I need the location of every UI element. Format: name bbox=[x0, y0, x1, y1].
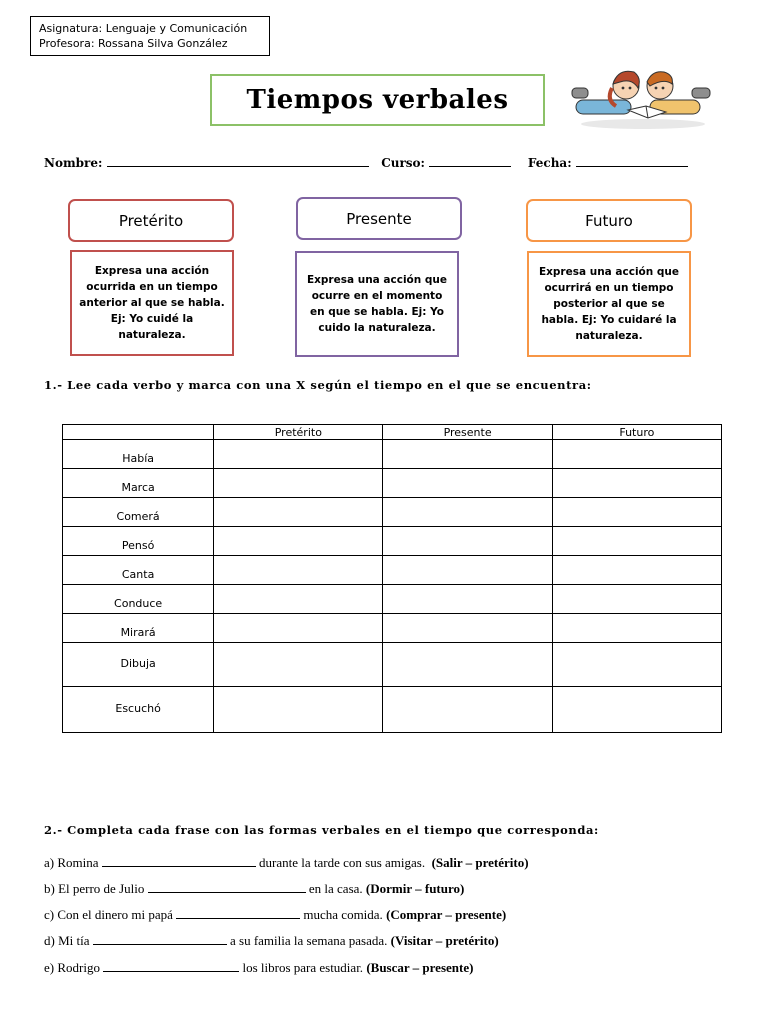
futuro-heading bbox=[526, 199, 692, 242]
mark-cell-preterito[interactable] bbox=[214, 614, 383, 643]
column-header-preterito: Pretérito bbox=[214, 425, 383, 440]
table-row bbox=[63, 469, 722, 498]
subject-info-box bbox=[30, 16, 270, 56]
sentence-text: e) Rodrigo bbox=[44, 960, 100, 975]
sentence-text: b) El perro de Julio bbox=[44, 881, 145, 896]
presente-definition-box bbox=[295, 251, 459, 357]
table-row bbox=[63, 585, 722, 614]
sentence-text: durante la tarde con sus amigas. bbox=[259, 855, 426, 870]
page-title: Tiempos verbales bbox=[246, 85, 509, 115]
teacher-label: Profesora: Rossana Silva González bbox=[39, 37, 228, 50]
presente-label: Presente bbox=[346, 209, 412, 228]
mark-cell-preterito[interactable] bbox=[214, 643, 383, 687]
course-label: Curso: bbox=[381, 156, 425, 170]
mark-cell-futuro[interactable] bbox=[552, 643, 721, 687]
verb-tense-table bbox=[62, 424, 722, 733]
mark-cell-futuro[interactable] bbox=[552, 498, 721, 527]
presente-definition: Expresa una acción que ocurre en el momento en que se habla. Ej: Yo cuido la naturaleza. bbox=[306, 274, 448, 334]
sentence-d bbox=[44, 933, 499, 949]
verb-cell: Conduce bbox=[63, 585, 214, 614]
exercise-1-title: 1.- Lee cada verbo y marca con una X según el tiempo en el que se encuentra: bbox=[44, 378, 592, 392]
column-header-presente: Presente bbox=[383, 425, 552, 440]
sentence-text: en la casa. bbox=[308, 881, 363, 896]
presente-heading bbox=[296, 197, 462, 240]
futuro-definition-box bbox=[527, 251, 691, 357]
subject-label: Asignatura: Lenguaje y Comunicación bbox=[39, 22, 248, 35]
sentence-text: c) Con el dinero mi papá bbox=[44, 907, 173, 922]
mark-cell-preterito[interactable] bbox=[214, 469, 383, 498]
mark-cell-futuro[interactable] bbox=[552, 469, 721, 498]
mark-cell-futuro[interactable] bbox=[552, 527, 721, 556]
sentence-c bbox=[44, 907, 506, 923]
verb-cell: Comerá bbox=[63, 498, 214, 527]
sentence-text: mucha comida. bbox=[303, 907, 383, 922]
sentence-hint: (Comprar – presente) bbox=[386, 907, 507, 922]
mark-cell-presente[interactable] bbox=[383, 614, 552, 643]
futuro-label: Futuro bbox=[585, 211, 633, 230]
sentence-text: a) Romina bbox=[44, 855, 99, 870]
preterito-label: Pretérito bbox=[118, 211, 184, 230]
column-header-futuro: Futuro bbox=[552, 425, 721, 440]
mark-cell-futuro[interactable] bbox=[552, 614, 721, 643]
answer-blank[interactable] bbox=[102, 856, 256, 867]
mark-cell-presente[interactable] bbox=[383, 469, 552, 498]
table-row bbox=[63, 614, 722, 643]
verb-cell: Había bbox=[63, 440, 214, 469]
mark-cell-preterito[interactable] bbox=[214, 687, 383, 733]
table-row bbox=[63, 498, 722, 527]
mark-cell-preterito[interactable] bbox=[214, 527, 383, 556]
answer-blank[interactable] bbox=[93, 934, 227, 945]
verb-cell: Marca bbox=[63, 469, 214, 498]
preterito-definition: Expresa una acción ocurrida en un tiempo anterior al que se habla. Ej: Yo cuidé la naturaleza. bbox=[79, 265, 225, 341]
verb-cell: Escuchó bbox=[63, 687, 214, 733]
preterito-heading bbox=[68, 199, 234, 242]
answer-blank[interactable] bbox=[103, 961, 239, 972]
sentence-hint: (Visitar – pretérito) bbox=[390, 933, 499, 948]
verb-cell: Mirará bbox=[63, 614, 214, 643]
futuro-definition: Expresa una acción que ocurrirá en un tiempo posterior al que se habla. Ej: Yo cuidaré la naturaleza. bbox=[538, 266, 680, 342]
mark-cell-futuro[interactable] bbox=[552, 440, 721, 469]
answer-blank[interactable] bbox=[176, 908, 300, 919]
sentence-e bbox=[44, 960, 473, 976]
mark-cell-preterito[interactable] bbox=[214, 498, 383, 527]
mark-cell-preterito[interactable] bbox=[214, 585, 383, 614]
exercise-2-title: 2.- Completa cada frase con las formas verbales en el tiempo que corresponda: bbox=[44, 823, 599, 837]
verb-cell: Canta bbox=[63, 556, 214, 585]
table-row bbox=[63, 643, 722, 687]
sentence-b bbox=[44, 881, 464, 897]
mark-cell-futuro[interactable] bbox=[552, 687, 721, 733]
table-row bbox=[63, 687, 722, 733]
table-row bbox=[63, 556, 722, 585]
sentence-text: los libros para estudiar. bbox=[242, 960, 364, 975]
mark-cell-futuro[interactable] bbox=[552, 585, 721, 614]
answer-blank[interactable] bbox=[148, 882, 306, 893]
sentence-text: a su familia la semana pasada. bbox=[230, 933, 388, 948]
mark-cell-preterito[interactable] bbox=[214, 440, 383, 469]
mark-cell-presente[interactable] bbox=[383, 687, 552, 733]
sentence-hint: (Dormir – futuro) bbox=[365, 881, 465, 896]
mark-cell-presente[interactable] bbox=[383, 556, 552, 585]
table-row bbox=[63, 527, 722, 556]
name-label: Nombre: bbox=[44, 156, 103, 170]
mark-cell-presente[interactable] bbox=[383, 527, 552, 556]
course-field[interactable] bbox=[429, 156, 511, 167]
date-field[interactable] bbox=[576, 156, 688, 167]
title-box bbox=[210, 74, 545, 126]
preterito-definition-box bbox=[70, 250, 234, 356]
kids-reading-illustration bbox=[568, 66, 718, 132]
table-header-row bbox=[63, 425, 722, 440]
mark-cell-presente[interactable] bbox=[383, 585, 552, 614]
table-row bbox=[63, 440, 722, 469]
mark-cell-futuro[interactable] bbox=[552, 556, 721, 585]
sentence-hint: (Buscar – presente) bbox=[366, 960, 474, 975]
mark-cell-presente[interactable] bbox=[383, 440, 552, 469]
name-field[interactable] bbox=[107, 156, 369, 167]
mark-cell-presente[interactable] bbox=[383, 643, 552, 687]
sentence-a bbox=[44, 855, 529, 871]
verb-cell: Dibuja bbox=[63, 643, 214, 687]
student-info-fields bbox=[44, 156, 714, 176]
verb-cell: Pensó bbox=[63, 527, 214, 556]
sentence-hint: (Salir – pretérito) bbox=[431, 855, 529, 870]
column-header-verb bbox=[63, 425, 214, 440]
date-label: Fecha: bbox=[527, 156, 572, 170]
mark-cell-preterito[interactable] bbox=[214, 556, 383, 585]
mark-cell-presente[interactable] bbox=[383, 498, 552, 527]
sentence-text: d) Mi tía bbox=[44, 933, 90, 948]
